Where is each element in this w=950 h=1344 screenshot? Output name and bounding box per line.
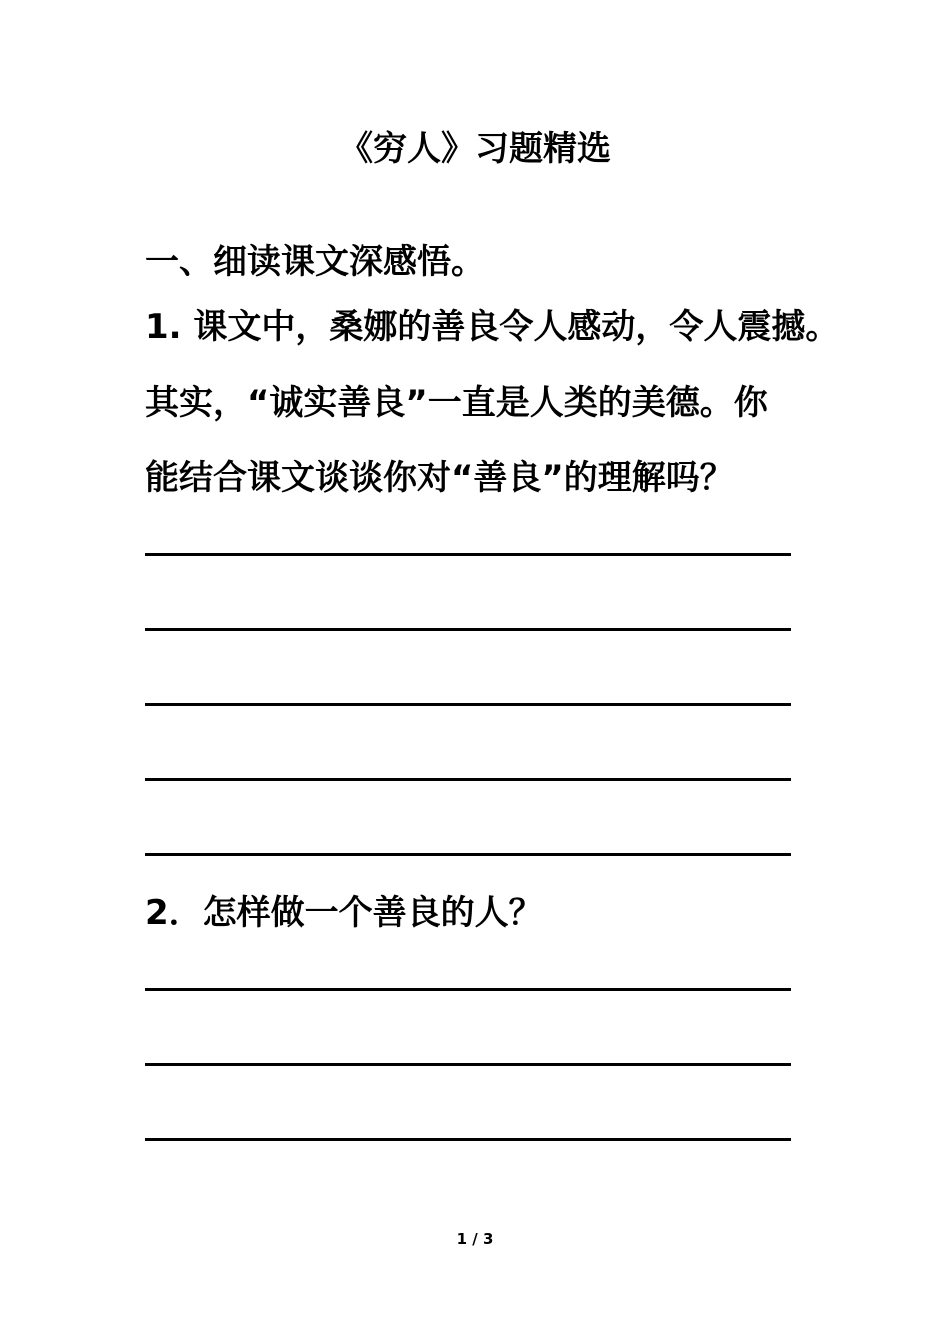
question-1-line-2: 其实，“诚实善良”一直是人类的美德。你 xyxy=(145,383,768,423)
question-1-line-3: 能结合课文谈谈你对“善良”的理解吗？ xyxy=(145,458,734,498)
question-2: 2．怎样做一个善良的人？ xyxy=(145,893,543,933)
answer-line[interactable] xyxy=(145,988,791,991)
document-title: 《穷人》习题精选 xyxy=(339,129,611,169)
question-1-line-1: 1. 课文中，桑娜的善良令人感动，令人震撼。 xyxy=(145,307,840,347)
answer-line[interactable] xyxy=(145,1138,791,1141)
answer-line[interactable] xyxy=(145,1063,791,1066)
answer-line[interactable] xyxy=(145,853,791,856)
answer-line[interactable] xyxy=(145,628,791,631)
page-number: 1 / 3 xyxy=(456,1230,494,1248)
section-heading: 一、细读课文深感悟。 xyxy=(145,242,485,282)
answer-line[interactable] xyxy=(145,778,791,781)
answer-line[interactable] xyxy=(145,553,791,556)
answer-line[interactable] xyxy=(145,703,791,706)
